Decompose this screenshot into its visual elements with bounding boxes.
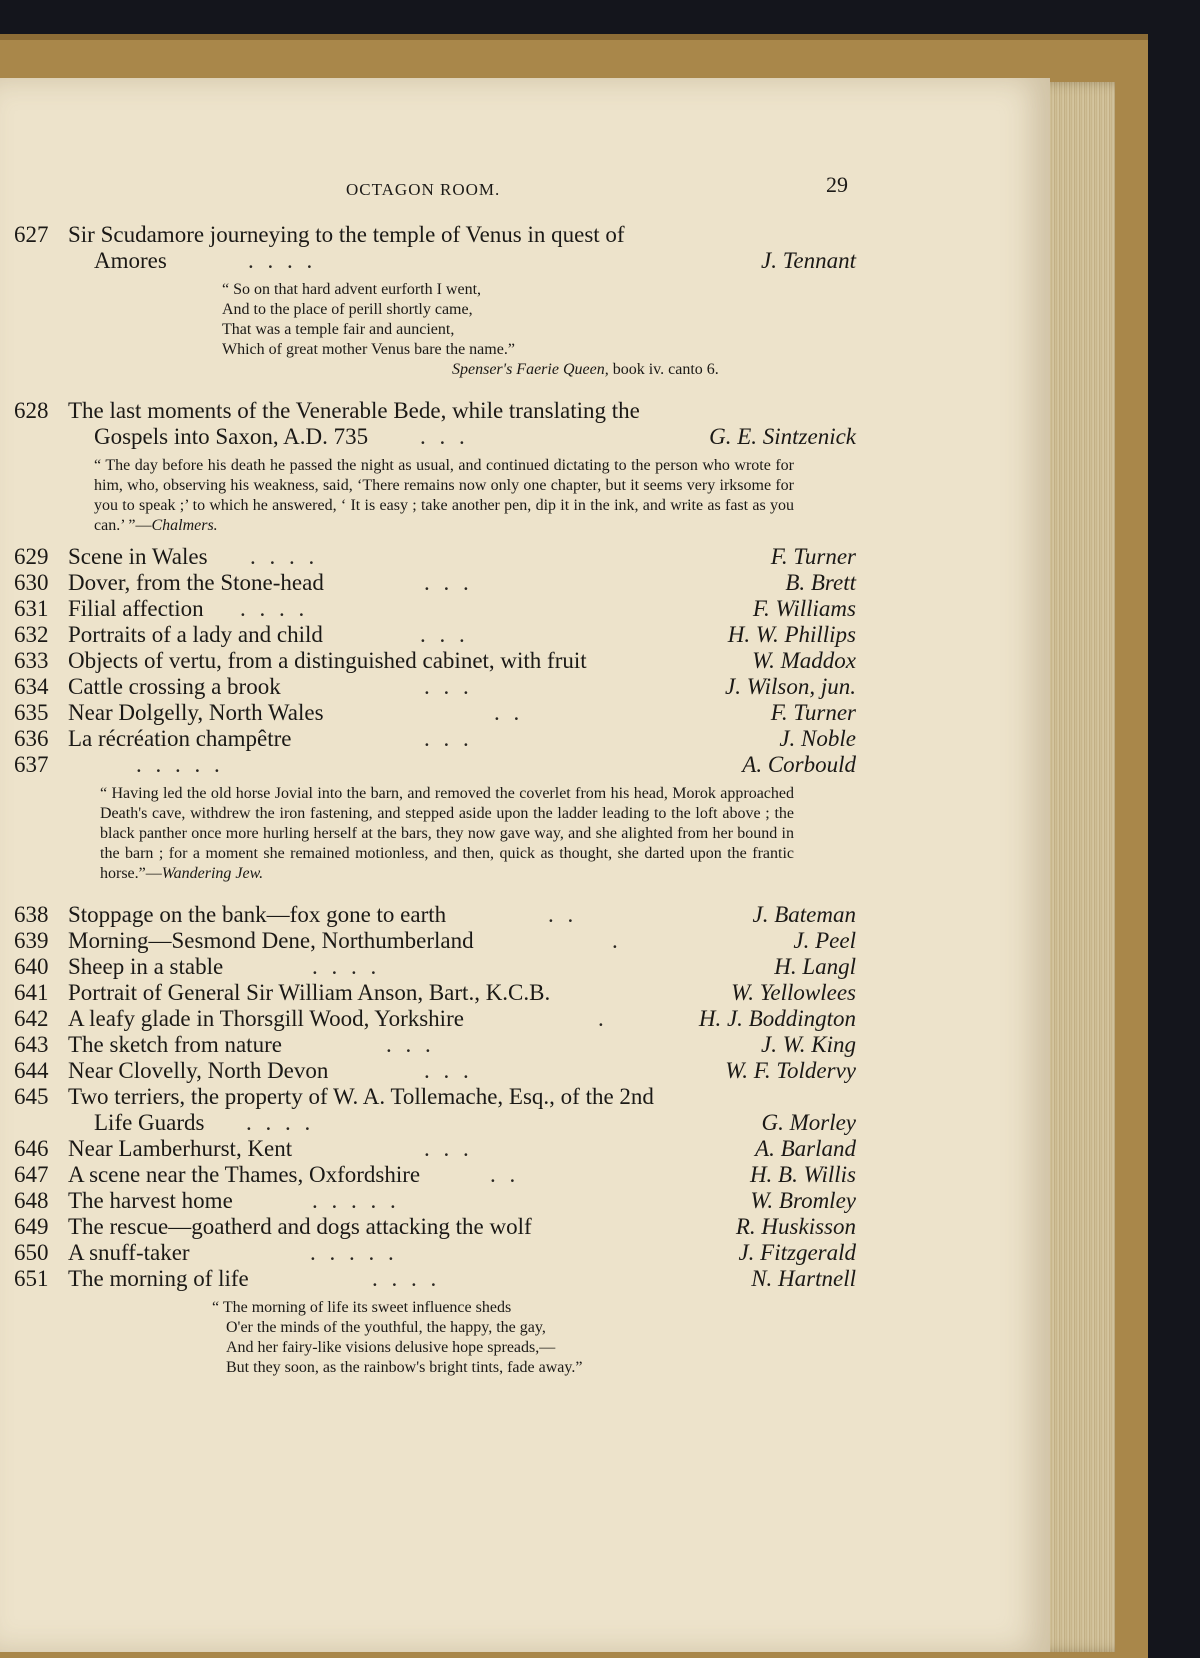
entry-title: Objects of vertu, from a distinguished cabinet, with fruit	[68, 648, 587, 673]
entry-title: Portrait of General Sir William Anson, Bart., K.C.B.	[68, 980, 551, 1005]
catalogue-entry-634	[0, 674, 1050, 700]
entry-artist: R. Huskisson	[735, 1214, 856, 1239]
entry-artist: B. Brett	[785, 570, 856, 595]
entry-number: 647	[14, 1162, 49, 1187]
quote-line: And her fairy-like visions delusive hope spreads,—	[226, 1339, 556, 1356]
source-reference: book iv. canto 6.	[608, 361, 719, 378]
entry-artist: H. J. Boddington	[698, 1006, 856, 1031]
quote-text: “ Having led the old horse Jovial into the barn, and removed the coverlet from his head, Morok approached Death's cave, withdrew the iron fastening, and stepped aside upon the ladder leading to the loft above ; the black panther once more hurling herself at the bars, they now gave way, and she alighted from her bound in the barn ; for a moment she remained motionless, and then, quick as thought, she darted upon the frantic horse.”—	[100, 785, 794, 882]
entry-artist: J. Noble	[779, 726, 856, 751]
catalogue-entry-641	[0, 980, 1050, 1006]
quote-line: “ The morning of life its sweet influence sheds	[212, 1299, 512, 1316]
leader-dots: . . . .	[372, 1266, 441, 1291]
quote-text: “ The day before his death he passed the night as usual, and continued dictating to the person who wrote for him, who, observing his weakness, said, ‘There remains now only one chapter, but it seems very irksome for you to speak ;’ to which he answered, ‘ It is easy ; take another pen, dip it in the ink, and write as fast as you can.’ ”—	[94, 457, 794, 534]
entry-artist: N. Hartnell	[751, 1266, 856, 1291]
entry-title: The morning of life	[68, 1266, 249, 1291]
entry-number: 636	[14, 726, 49, 751]
page-header	[0, 172, 1050, 204]
catalogue-entry-643	[0, 1032, 1050, 1058]
quote-source: Wandering Jew.	[161, 865, 264, 882]
entry-number: 638	[14, 902, 49, 927]
entry-number: 633	[14, 648, 49, 673]
entry-artist: J. Tennant	[761, 248, 856, 273]
entry-artist: H. Langl	[774, 954, 856, 979]
leader-dots: . . . .	[246, 1110, 315, 1135]
entry-artist: J. Peel	[793, 928, 856, 953]
catalogue-entry-635	[0, 700, 1050, 726]
entry-title: La récréation champêtre	[68, 726, 292, 751]
catalogue-entry-629	[0, 544, 1050, 570]
entry-artist: F. Turner	[770, 700, 856, 725]
leader-dots: . . . .	[248, 248, 317, 273]
leader-dots: . . . . .	[136, 752, 224, 777]
leader-dots: . .	[490, 1162, 520, 1187]
entry-artist: H. B. Willis	[749, 1162, 856, 1187]
leader-dots: . . .	[424, 570, 473, 595]
entry-artist: J. Fitzgerald	[738, 1240, 856, 1265]
entry-number: 639	[14, 928, 49, 953]
entry-title: A scene near the Thames, Oxfordshire	[68, 1162, 421, 1187]
entry-title: Cattle crossing a brook	[68, 674, 281, 699]
quote-627	[0, 280, 1050, 380]
entry-title: Portraits of a lady and child	[68, 622, 323, 647]
entry-number: 640	[14, 954, 49, 979]
entry-title: Dover, from the Stone-head	[68, 570, 324, 595]
catalogue-entry-650	[0, 1240, 1050, 1266]
catalogue-entry-633	[0, 648, 1050, 674]
leader-dots: . . . .	[250, 544, 319, 569]
leader-dots: . .	[548, 902, 578, 927]
entry-title: Scene in Wales	[68, 544, 208, 569]
quote-628	[0, 456, 794, 536]
entry-number: 634	[14, 674, 49, 699]
entry-number: 648	[14, 1188, 49, 1213]
entry-artist: H. W. Phillips	[727, 622, 856, 647]
leader-dots: . . . . .	[310, 1240, 398, 1265]
quote-637	[0, 784, 794, 884]
catalogue-entry-642	[0, 1006, 1050, 1032]
leader-dots: . . .	[424, 1136, 473, 1161]
entry-number: 644	[14, 1058, 49, 1083]
entry-title: The rescue—goatherd and dogs attacking the wolf	[68, 1214, 532, 1239]
catalogue-entry-651	[0, 1266, 1050, 1292]
catalogue-entry-646	[0, 1136, 1050, 1162]
catalogue-entry-631	[0, 596, 1050, 622]
catalogue-entry-645-cont	[0, 1110, 1050, 1136]
entry-title-continued: Gospels into Saxon, A.D. 735	[94, 424, 369, 449]
entry-title: Near Dolgelly, North Wales	[68, 700, 324, 725]
entry-title: A leafy glade in Thorsgill Wood, Yorkshire	[68, 1006, 464, 1031]
entry-title-continued: Amores	[94, 248, 167, 273]
entry-title: The last moments of the Venerable Bede, while translating the	[68, 398, 640, 423]
entry-artist: A. Corbould	[742, 752, 856, 777]
source-work: Spenser's Faerie Queen,	[452, 361, 609, 378]
entry-number: 643	[14, 1032, 49, 1057]
catalogue-entry-647	[0, 1162, 1050, 1188]
quote-line: Which of great mother Venus bare the name.”	[222, 341, 515, 358]
catalogue-entry-637	[0, 752, 1050, 778]
entry-artist: J. Bateman	[752, 902, 856, 927]
entry-number: 628	[14, 398, 49, 423]
leader-dots: .	[612, 928, 622, 953]
leader-dots: .	[598, 1006, 608, 1031]
catalogue-entry-638	[0, 902, 1050, 928]
entry-number: 651	[14, 1266, 49, 1291]
entry-artist: W. Maddox	[752, 648, 856, 673]
entry-artist: G. E. Sintzenick	[709, 424, 856, 449]
leader-dots: . . . . .	[312, 1188, 400, 1213]
entry-title: A snuff-taker	[68, 1240, 190, 1265]
catalogue-entry-628-cont	[0, 424, 1050, 450]
entry-number: 646	[14, 1136, 49, 1161]
catalogue-entry-644	[0, 1058, 1050, 1084]
catalogue-entry-649	[0, 1214, 1050, 1240]
entry-number: 635	[14, 700, 49, 725]
page-number: 29	[826, 172, 848, 197]
leader-dots: . . .	[386, 1032, 435, 1057]
entry-artist: J. Wilson, jun.	[725, 674, 856, 699]
entry-title: Two terriers, the property of W. A. Tollemache, Esq., of the 2nd	[68, 1084, 654, 1109]
entry-title: The harvest home	[68, 1188, 233, 1213]
leader-dots: . . .	[420, 622, 469, 647]
catalogue-entry-628	[0, 398, 1050, 424]
catalogue-entry-630	[0, 570, 1050, 596]
entry-artist: G. Morley	[761, 1110, 856, 1135]
quote-line: And to the place of perill shortly came,	[222, 301, 473, 318]
quote-line: “ So on that hard advent eurforth I went,	[222, 281, 482, 298]
catalogue-entry-632	[0, 622, 1050, 648]
quote-line: That was a temple fair and auncient,	[222, 321, 455, 338]
leader-dots: . . .	[424, 726, 473, 751]
leader-dots: . . .	[424, 1058, 473, 1083]
entry-artist: W. F. Toldervy	[725, 1058, 856, 1083]
entry-number: 641	[14, 980, 49, 1005]
leader-dots: . . .	[424, 674, 473, 699]
entry-title: The sketch from nature	[68, 1032, 282, 1057]
entry-title: Filial affection	[68, 596, 204, 621]
quote-source	[222, 360, 1050, 380]
entry-number: 631	[14, 596, 49, 621]
entry-artist: J. W. King	[761, 1032, 856, 1057]
entry-artist: F. Williams	[752, 596, 856, 621]
entry-number: 630	[14, 570, 49, 595]
leader-dots: . .	[494, 700, 524, 725]
leader-dots: . . . .	[240, 596, 309, 621]
catalogue-entry-640	[0, 954, 1050, 980]
quote-line: O'er the minds of the youthful, the happy, the gay,	[226, 1319, 546, 1336]
entry-title-continued: Life Guards	[94, 1110, 205, 1135]
entry-number: 650	[14, 1240, 49, 1265]
quote-source: Chalmers.	[151, 517, 218, 534]
entry-number: 637	[14, 752, 49, 777]
catalogue-entry-636	[0, 726, 1050, 752]
entry-title: Sir Scudamore journeying to the temple of Venus in quest of	[68, 222, 625, 247]
entry-number: 627	[14, 222, 49, 247]
entry-artist: A. Barland	[755, 1136, 856, 1161]
entry-title: Near Clovelly, North Devon	[68, 1058, 329, 1083]
catalogue-entry-639	[0, 928, 1050, 954]
leader-dots: . . . .	[312, 954, 381, 979]
entry-number: 649	[14, 1214, 49, 1239]
quote-line: But they soon, as the rainbow's bright tints, fade away.”	[226, 1359, 583, 1376]
entry-number: 645	[14, 1084, 49, 1109]
catalogue-entry-627-cont	[0, 248, 1050, 274]
catalogue-content	[0, 222, 1050, 1386]
leader-dots: . . .	[420, 424, 469, 449]
quote-651	[0, 1298, 1050, 1378]
entry-number: 629	[14, 544, 49, 569]
entry-title: Morning—Sesmond Dene, Northumberland	[68, 928, 474, 953]
entry-artist: W. Bromley	[750, 1188, 856, 1213]
running-title: OCTAGON ROOM.	[346, 180, 501, 199]
entry-artist: W. Yellowlees	[731, 980, 856, 1005]
entry-number: 642	[14, 1006, 49, 1031]
catalogue-entry-627	[0, 222, 1050, 248]
entry-title: Stoppage on the bank—fox gone to earth	[68, 902, 447, 927]
entry-title: Sheep in a stable	[68, 954, 224, 979]
entry-number: 632	[14, 622, 49, 647]
catalogue-entry-645	[0, 1084, 1050, 1110]
entry-title: Near Lamberhurst, Kent	[68, 1136, 293, 1161]
entry-artist: F. Turner	[770, 544, 856, 569]
catalogue-entry-648	[0, 1188, 1050, 1214]
